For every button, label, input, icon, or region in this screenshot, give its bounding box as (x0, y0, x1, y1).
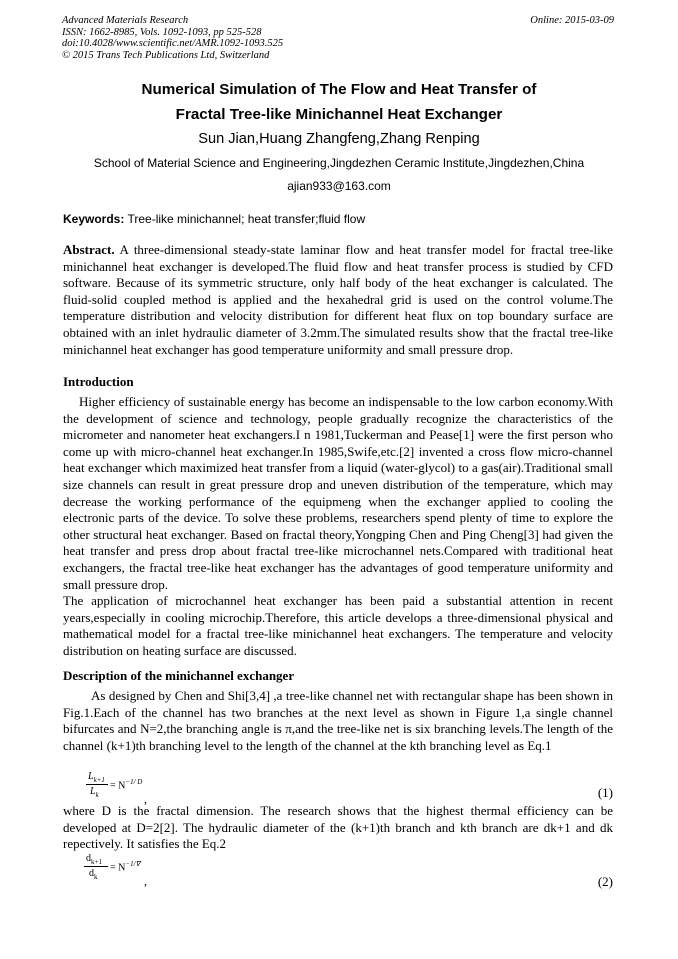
author-email: ajian933@163.com (287, 179, 391, 193)
eq2-numerator (86, 853, 102, 866)
paper-title-line-2: Fractal Tree-like Minichannel Heat Exchanger (175, 106, 503, 123)
description-paragraph-1-text: As designed by Chen and Shi[3,4] ,a tree-like channel net with rectangular shape has been shown in Fig.1.Each of the channel has two branches at the next level as shown in Figure 1,a single channel bifurcates and N=2,the branching angle is π,and the tree-like net is six branching levels.The length of the channel (k+1)th branching level to the length of the channel at the kth branching level as Eq.1 (63, 688, 613, 753)
eq2-rhs (110, 860, 140, 873)
section-heading-description: Description of the minichannel exchanger (63, 668, 295, 683)
paper-title-line-1: Numerical Simulation of The Flow and Heat Transfer of (141, 81, 537, 98)
keywords-label: Keywords: (63, 212, 125, 226)
description-paragraph-2: where D is the fractal dimension. The research shows that the highest thermal efficiency can be developed at D=2[2]. The hydraulic diameter of the (k+1)th branch and kth branch are dk+1 and dk repectively. It satisfies the Eq.2 (63, 803, 613, 852)
eq1-number: (1) (597, 785, 613, 800)
copyright-line: © 2015 Trans Tech Publications Ltd, Switzerland (62, 49, 270, 61)
authors: Sun Jian,Huang Zhangfeng,Zhang Renping (198, 131, 480, 147)
eq1-rhs-text: = N (110, 780, 126, 792)
eq1-num-var: L (88, 771, 94, 782)
online-date: Online: 2015-03-09 (530, 15, 614, 26)
keywords-text: Tree-like minichannel; heat transfer;fluid flow (124, 212, 366, 226)
introduction-body (63, 394, 613, 660)
abstract (63, 242, 613, 358)
eq1-exponent: −1/ D (125, 778, 143, 786)
section-heading-introduction: Introduction (63, 374, 134, 389)
intro-paragraph-2: The application of microchannel heat exchanger has been paid a substantial attention in recent years,especially in cooling microchip.Therefore, this article develops a three-dimensional physical and mathematical model for a fractal tree-like minichannel heat exchangers. The temperature and velocity distribution on heating surface are discussed. (63, 593, 613, 658)
doi-line: doi:10.4028/www.scientific.net/AMR.1092-1093.525 (62, 38, 284, 50)
journal-name: Advanced Materials Research (62, 15, 189, 26)
abstract-label: Abstract. (63, 242, 115, 257)
eq1-fraction-bar (86, 784, 108, 785)
eq2-den-sub: k (94, 873, 98, 881)
description-paragraph-1 (63, 688, 613, 754)
eq1-denominator (90, 786, 99, 799)
eq2-num-var: d (86, 853, 91, 864)
eq2-fraction-bar (84, 866, 108, 867)
eq2-rhs-text: = N (110, 862, 126, 874)
abstract-text: A three-dimensional steady-state laminar flow and heat transfer model for fractal tree-like minichannel heat exchanger is developed.The fluid flow and heat transfer process is studied by CFD software. Because of its symmetric structure, only half body of the heat exchanger is calculated. The fluid-solid coupled method is applied and the hexahedral grid is used on the control volume.The temperature distribution and velocity distribution for different heat flux on top boundary surface are obtained with an inlet hydraulic diameter of 3.2mm.The simulated results show that the fractal tree-like minichannel heat exchanger has good temperature uniformity and small pressure drop. (63, 242, 613, 357)
eq2-comma: , (144, 874, 147, 888)
issn-line: ISSN: 1662-8985, Vols. 1092-1093, pp 525-528 (62, 26, 262, 38)
affiliation: School of Material Science and Engineering,Jingdezhen Ceramic Institute,Jingdezhen,China (93, 156, 585, 170)
intro-paragraph-1 (63, 394, 613, 593)
eq1-comma: , (144, 792, 147, 806)
eq1-den-sub: k (95, 791, 99, 799)
eq2-den-var: d (89, 868, 94, 879)
eq2-denominator (89, 868, 98, 881)
eq2-num-sub: k+1 (91, 858, 102, 866)
eq1-numerator (88, 771, 105, 784)
eq1-den-var: L (90, 786, 96, 797)
eq1-rhs (110, 778, 142, 791)
eq2-number: (2) (597, 874, 613, 889)
keywords (63, 212, 365, 226)
eq2-exponent: −1/∇ (125, 860, 141, 868)
journal-header (62, 15, 283, 61)
eq1-num-sub: k+1 (93, 776, 105, 784)
intro-paragraph-1-text: Higher efficiency of sustainable energy has become an indispensable to the low carbon economy.With the development of science and technology, people gradually recognize the characteristics of the micrometer and nanometer heat exchangers.I n 1981,Tuckerman and Pease[1] were the first person who come up with micro-channel heat exchanger.In 1985,Swife,etc.[2] invented a cross flow micro-channel heat exchanger which maximized heat transfer from a liquid (water-glycol) to a gas(air).Traditional small size channels can result in great pressure drop and uneven distribution of the temperature, which may decrease the working performance of the equipmeng when the exchanger applied to cooling the electronic parts of the device. To solve these problems, researchers spend plenty of time to explore the other structural heat exchanger. Based on fractal theory,Yongping Chen and Ping Cheng[3] had given the heat transfer and press drop about fractal tree-like microchannel nets.Compared with traditional heat exchangers, the fractal tree-like heat exchanger has the advantages of good temperature uniformity and small pressure drop. (63, 394, 613, 592)
